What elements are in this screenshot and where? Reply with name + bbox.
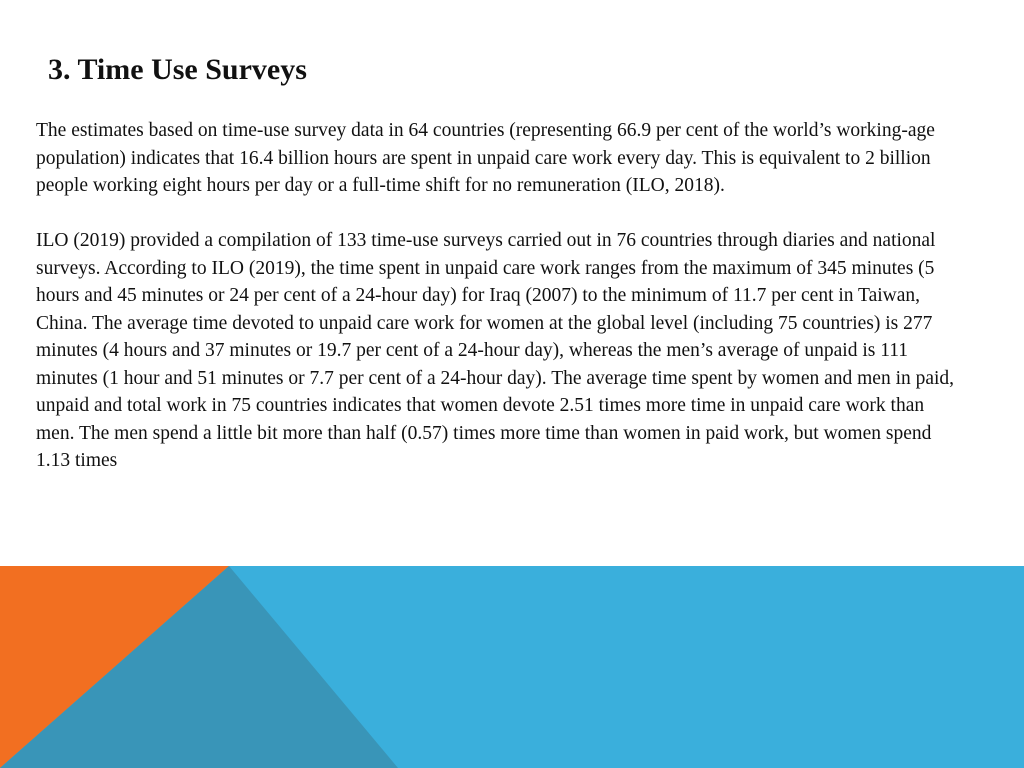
paragraph-ilo-2019-compilation: ILO (2019) provided a compilation of 133 time-use surveys carried out in 76 countries through diaries and national surveys. According to ILO (2019), the time spent in unpaid care work ranges from the maximum of 345 minutes (5 hours and 45 minutes or 24 per cent of a 24-hour day) for Iraq (2007) to the minimum of 11.7 per cent in Taiwan, China. The average time devoted to unpaid care work for women at the global level (including 75 countries) is 277 minutes (4 hours and 37 minutes or 19.7 per cent of a 24-hour day), whereas the men’s average of unpaid is 111 minutes (1 hour and 51 minutes or 7.7 per cent of a 24-hour day). The average time spent by women and men in paid, unpaid and total work in 75 countries indicates that women devote 2.51 times more time in unpaid care work than men. The men spend a little bit more than half (0.57) times more time than women in paid work, but women spend 1.13 times [36, 230, 955, 471]
slide-body [36, 117, 966, 475]
footer-orange-triangle [0, 566, 229, 768]
footer-teal-triangle [0, 566, 398, 768]
paragraph-time-use-estimates: The estimates based on time-use survey data in 64 countries (representing 66.9 per cent of the world’s working-age population) indicates that 16.4 billion hours are spent in unpaid care work every day. This is equivalent to 2 billion people working eight hours per day or a full-time shift for no remuneration (ILO, 2018). [36, 120, 935, 196]
slide-title: 3. Time Use Surveys [48, 53, 307, 86]
footer-blue-band [0, 566, 1024, 768]
